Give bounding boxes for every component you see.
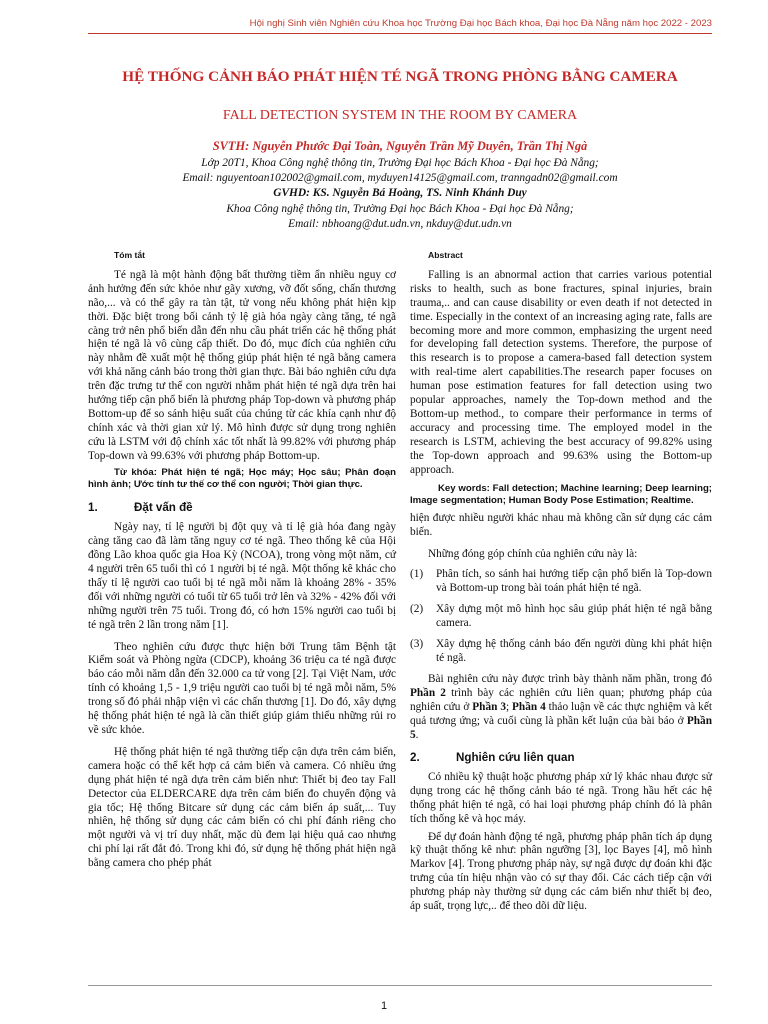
supervisors: GVHD: KS. Nguyễn Bá Hoàng, TS. Ninh Khánh Duy [273,187,527,200]
affiliation-line-1: Lớp 20T1, Khoa Công nghệ thông tin, Trường Đại học Bách Khoa - Đại học Đà Nẵng; [201,157,599,169]
paragraph: Để dự đoán hành động té ngã, phương pháp phân tích áp dụng kỹ thuật thống kê như: phân ngưỡng [3], lọc Bayes [4], mô hình Markov [4]. Trong phương pháp này, sự ngã được dự đoán khi đặc trưng của tín hiệu nhận vào có sự thay đổi. Các cách tiếp cận với phương pháp này thường sử dụng các cảm biến như thiết bị đeo, áp suất, trọng lực,.. để theo dõi dữ liệu. [410,830,712,913]
paragraph: Theo nghiên cứu được thực hiện bởi Trung tâm Bệnh tật Kiểm soát và Phòng ngừa (CDCP), khoảng 36 triệu ca té ngã được báo cáo mỗi năm dẫn đến 32.000 ca tử vong [2]. Tại Việt Nam, ước tính có khoảng 1,5 - 1,9 triệu người cao tuổi bị té ngã mỗi năm, 5% trong số đó phải nhập viện vì các chấn thương [1]. Do đó, xây dựng hệ thống phát hiện té ngã là cần thiết giúp giảm thiểu những rủi ro về sức khỏe. [88,640,396,736]
left-column [88,249,396,871]
footer-divider [88,985,712,986]
section-2-number: 2. [410,751,420,764]
paragraph: Có nhiều kỹ thuật hoặc phương pháp xử lý khác nhau được sử dụng trong các hệ thống cảnh báo té ngã. Trong hầu hết các hệ thống phát hiện té ngã, có hai loại phương pháp chính đó là phân tích thống kê và học máy. [410,770,712,825]
keywords-en: Key words: Fall detection; Machine learning; Deep learning; Image segmentation; Human Body Pose Estimation; Realtime. [410,482,712,506]
title-vietnamese: HỆ THỐNG CẢNH BÁO PHÁT HIỆN TÉ NGÃ TRONG PHÒNG BẰNG CAMERA [122,68,678,85]
affiliations [88,156,712,232]
list-item: (3) Xây dựng hệ thống cảnh báo đến người dùng khi phát hiện té ngã. [410,637,712,664]
list-item: (2) Xây dựng một mô hình học sâu giúp phát hiện té ngã bằng camera. [410,602,712,629]
paragraph: Hệ thống phát hiện té ngã thường tiếp cận dựa trên cảm biến, camera hoặc có thể kết hợp cả cảm biến và camera. Có nhiều ứng dụng phát hiện té ngã dựa trên cảm biến như: Thiết bị đeo tay Fall Detector của ELDERCARE dựa trên cảm biến đo chuyển động và gia tốc; Hệ thống Bitcare sử dụng các cảm biến áp suất,... Tuy nhiên, hệ thống sử dụng các cảm biến có chi phí đánh riêng cho một người và vị trí duy nhất, mặc dù đem lại hiệu quả cao nhưng chi phí lại rất đắt đỏ. Trong khi đó, sử dụng hệ thống phát hiện ngã bằng camera cho phép phát [88,745,396,870]
section-1-heading [88,501,396,515]
abstract-vi: Té ngã là một hành động bất thường tiềm ẩn nhiều nguy cơ ảnh hưởng đến sức khỏe như gãy xương, vỡ đốt sống, chấn thương não,... và có thể gây ra tàn tật, tử vong nếu không phát hiện kịp thời. Đặc biệt trong bối cảnh tỷ lệ già hóa ngày càng tăng, té ngã càng trở nên phổ biến dẫn đến nhu cầu phát triển các hệ thống phát hiện té ngã là vô cùng cấp thiết. Do đó, mục đích của nghiên cứu này nhằm đề xuất một hệ thống giúp phát hiện té ngã bằng camera với khả năng cảnh báo trong thời gian thực. Bài báo nghiên cứu dựa trên đặc trưng tư thế con người nhằm phát hiện té ngã dựa trên hai hướng tiếp cận phổ biến là phương pháp Top-down và phương pháp Bottom-up để so sánh hiệu suất của chúng từ các khía cạnh như độ chính xác và thời gian xử lý. Mô hình được sử dụng trong nghiên cứu là LSTM với độ chính xác tốt nhất là 99.82% với phương pháp Top-down và 99.63% với phương pháp Bottom-up. [88,268,396,462]
page-number: 1 [380,1000,388,1012]
abstract-en: Falling is an abnormal action that carries various potential risks to health, such as bone fractures, spinal injuries, brain trauma,.. and can cause disability or even death if not detected in time. Especially in the context of an increasing aging rate, falls are becoming more and more common, emphasizing the urgent need for developing fall detection systems. Therefore, the purpose of this research is to propose a camera-based fall detection system with real-time alert capabilities.The research paper focuses on human pose estimation features for fall detection using two popular approaches, namely the Top-down method and the Bottom-up method., to compare their performance in terms of accuracy and processing time. The employed model in the research is LSTM, achieving the best accuracy of 99.82% using the Top-down approach and 99.63% using the Bottom-up approach. [410,268,712,476]
abstract-heading-en: Abstract [428,250,463,260]
section-2-heading [410,751,712,765]
paragraph: Ngày nay, tỉ lệ người bị đột quỵ và tỉ lệ già hóa đang ngày càng tăng cao đã làm tăng nguy cơ té ngã. Theo thống kê của Hội đồng Lão khoa quốc gia Hoa Kỳ (NCOA), trong vòng một năm, cứ 4 người trên 65 tuổi thì có 1 người bị té ngã. Một thống kê khác cho thấy tỉ lệ người cao tuổi bị té ngã mỗi năm là khoảng 28% - 35% đối với những người có tuổi từ 65 tuổi trở lên và 32% - 42% đối với những người trên 75 tuổi. Trong đó, có hơn 15% người cao tuổi bị té ngã trên 2 lần trong năm [1]. [88,521,396,631]
abstract-heading-vi: Tóm tắt [114,250,146,260]
section-1-title: Đặt vấn đề [134,501,193,515]
header-divider [88,33,712,34]
paper-structure-paragraph: Bài nghiên cứu này được trình bày thành năm phần, trong đó Phần 2 trình bày các nghiên cứu liên quan; phương pháp của nghiên cứu ở Phần 3; Phần 4 thảo luận về các thực nghiệm và kết quả tương ứng; và cuối cùng là phần kết luận của bài báo ở Phần 5. [410,673,713,742]
affiliation-email-2: Email: nbhoang@dut.udn.vn, nkduy@dut.udn.vn [288,217,512,230]
conference-header: Hội nghị Sinh viên Nghiên cứu Khoa học Trường Đại học Bách khoa, Đại học Đà Nẵng năm học 2022 - 2023 [249,18,712,29]
section-2-title: Nghiên cứu liên quan [456,751,575,764]
section-1-number: 1. [88,501,98,515]
keywords-vi: Từ khóa: Phát hiện té ngã; Học máy; Học sâu; Phân đoạn hình ảnh; Ước tính tư thế cơ thể con người; Thời gian thực. [88,466,396,490]
affiliation-line-2: Khoa Công nghệ thông tin, Trường Đại học Bách Khoa - Đại học Đà Nẵng; [226,202,574,215]
contributions-intro: Những đóng góp chính của nghiên cứu này là: [428,548,638,561]
right-column [410,249,712,914]
affiliation-email-1: Email: nguyentoan102002@gmail.com, myduyen14125@gmail.com, tranngadn02@gmail.com [182,172,618,185]
paragraph: hiện được nhiều người khác nhau mà không cần sử dụng các cảm biến. [410,512,712,539]
title-english: FALL DETECTION SYSTEM IN THE ROOM BY CAMERA [222,108,578,123]
authors: SVTH: Nguyễn Phước Đại Toàn, Nguyễn Trần Mỹ Duyên, Trần Thị Ngà [212,139,588,153]
list-item: (1) Phân tích, so sánh hai hướng tiếp cận phổ biến là Top-down và Bottom-up trong bài toán phát hiện té ngã. [410,568,712,594]
